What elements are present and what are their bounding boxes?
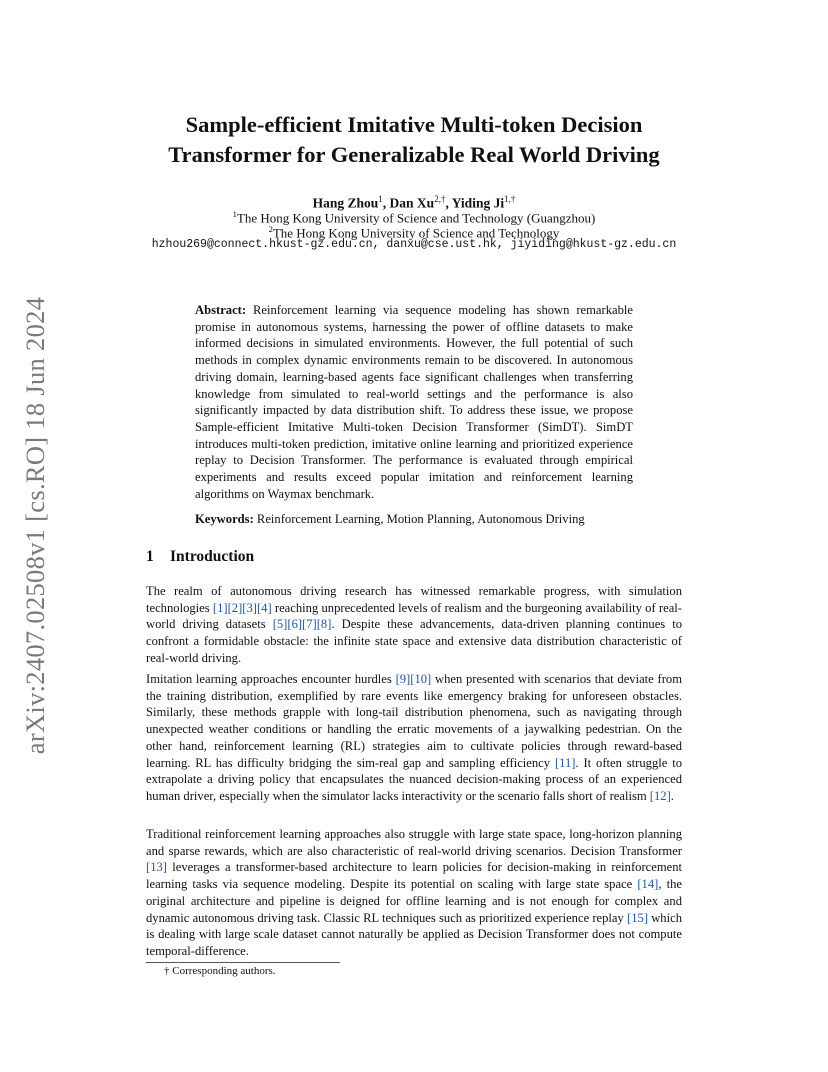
citation-link[interactable]: [12]	[649, 788, 671, 803]
section-title: Introduction	[170, 548, 255, 565]
arxiv-stamp-text: arXiv:2407.02508v1 [cs.RO] 18 Jun 2024	[20, 296, 51, 754]
author-sup: 2,†	[434, 194, 446, 204]
author-emails: hzhou269@connect.hkust-gz.edu.cn, danxu@cse.ust.hk, jiyiding@hkust-gz.edu.cn	[151, 238, 677, 251]
author-sep: ,	[382, 195, 390, 211]
paragraph-text: reaching unprecedented levels of realism and the burgeoning availability of real-world driving datasets	[146, 600, 682, 632]
section-heading	[146, 547, 254, 567]
paragraph-text: .	[670, 788, 674, 803]
author-name: Hang Zhou	[312, 195, 379, 211]
footnote: † Corresponding authors.	[164, 965, 276, 977]
citation-link[interactable]: [9][10]	[395, 672, 432, 686]
paragraph-text: when presented with scenarios that deviate from the training distribution, exemplified by rare events like emergency braking for unforeseen obstacles. Similarly, these methods grapple with long-tail distribution phenomena, such as navigating through unexpected weather conditions or handling the erratic movements of a jaywalking pedestrian. On the other hand, reinforcement learning (RL) strategies aim to cultivate policies through reward-based learning. RL has difficulty bridging the sim-real gap and sampling efficiency	[146, 672, 682, 770]
paragraph-2	[146, 671, 682, 805]
paragraph-text: leverages a transformer-based architecture to learn policies for decision-making in reinforcement learning tasks via sequence modeling. Despite its potential on scaling with large state space	[146, 860, 682, 892]
abstract-text: Reinforcement learning via sequence modeling has shown remarkable promise in autonomous systems, harnessing the power of offline datasets to make informed decisions in simulated environments. However, the full potential of such methods in complex dynamic environments remain to be discovered. In autonomous driving domain, learning-based agents face significant challenges when transferring knowledge from simulated to real-world settings and the performance is also significantly impacted by data distribution shift. To address these issue, we propose Sample-efficient Imitative Multi-token Decision Transformer (SimDT). SimDT introduces multi-token prediction, imitative online learning and prioritized experience replay to Decision Transformer. The performance is evaluated through empirical experiments and results exceed popular imitation and reinforcement learning algorithms on Waymax benchmark.	[195, 303, 633, 501]
footnote-divider	[146, 962, 340, 963]
author-sep: ,	[445, 195, 452, 211]
abstract	[195, 302, 633, 502]
paper-title	[110, 110, 718, 170]
citation-link[interactable]: [1][2][3][4]	[212, 600, 272, 615]
arxiv-stamp	[16, 290, 56, 760]
paragraph-text: . It often struggle to extrapolate a driving policy that encapsulates the nuanced decision-making process of an experienced human driver, especially when the simulator lacks interactivity or the scenario falls short of realism	[146, 755, 682, 803]
paragraph-text: The realm of autonomous driving research has witnessed remarkable progress, with simulation technologies	[146, 584, 682, 615]
affiliation-sup: 2	[268, 224, 273, 234]
citation-link[interactable]: [14]	[637, 877, 659, 892]
citation-link[interactable]: [11]	[554, 755, 576, 770]
paragraph-text: which is dealing with large scale dataset cannot naturally be applied as Decision Transformer does not compute temporal-difference.	[146, 910, 682, 958]
abstract-label: Abstract:	[195, 303, 247, 317]
author-name: Yiding Ji	[451, 195, 505, 211]
affiliation-text: The Hong Kong University of Science and Technology (Guangzhou)	[236, 210, 596, 226]
title-line-2: Transformer for Generalizable Real World Driving	[168, 142, 660, 167]
paragraph-text: , the original architecture and pipeline is deigned for offline learning and is not enough for complex and dynamic autonomous driving task. Classic RL techniques such as prioritized experience replay	[146, 877, 682, 925]
keywords-label: Keywords:	[195, 512, 254, 526]
citation-link[interactable]: [5][6][7][8]	[272, 617, 332, 632]
keywords	[195, 511, 645, 527]
section-number: 1	[146, 548, 154, 565]
author-sup: 1,†	[504, 194, 516, 204]
paragraph-text: Traditional reinforcement learning approaches also struggle with large state space, long-horizon planning and sparse rewards, which are also characteristic of real-world driving scenarios. Decision Transformer	[146, 827, 682, 858]
author-name: Dan Xu	[389, 195, 435, 211]
citation-link[interactable]: [15]	[627, 910, 649, 925]
paragraph-text: Imitation learning approaches encounter hurdles	[146, 672, 396, 686]
keywords-text: Reinforcement Learning, Motion Planning, Autonomous Driving	[253, 512, 585, 526]
paragraph-text: . Despite these advancements, data-driven planning continues to confront a formidable obstacle: the infinite state space and extensive data distribution characteristic of real-world driving.	[146, 617, 682, 665]
title-line-1: Sample-efficient Imitative Multi-token Decision	[185, 112, 643, 137]
affiliation-sup: 1	[232, 209, 237, 219]
author-sup: 1	[378, 194, 383, 204]
paragraph-1	[146, 583, 682, 667]
citation-link[interactable]: [13]	[146, 860, 167, 875]
paragraph-3	[146, 826, 682, 960]
affiliation-text: The Hong Kong University of Science and Technology	[272, 225, 560, 241]
